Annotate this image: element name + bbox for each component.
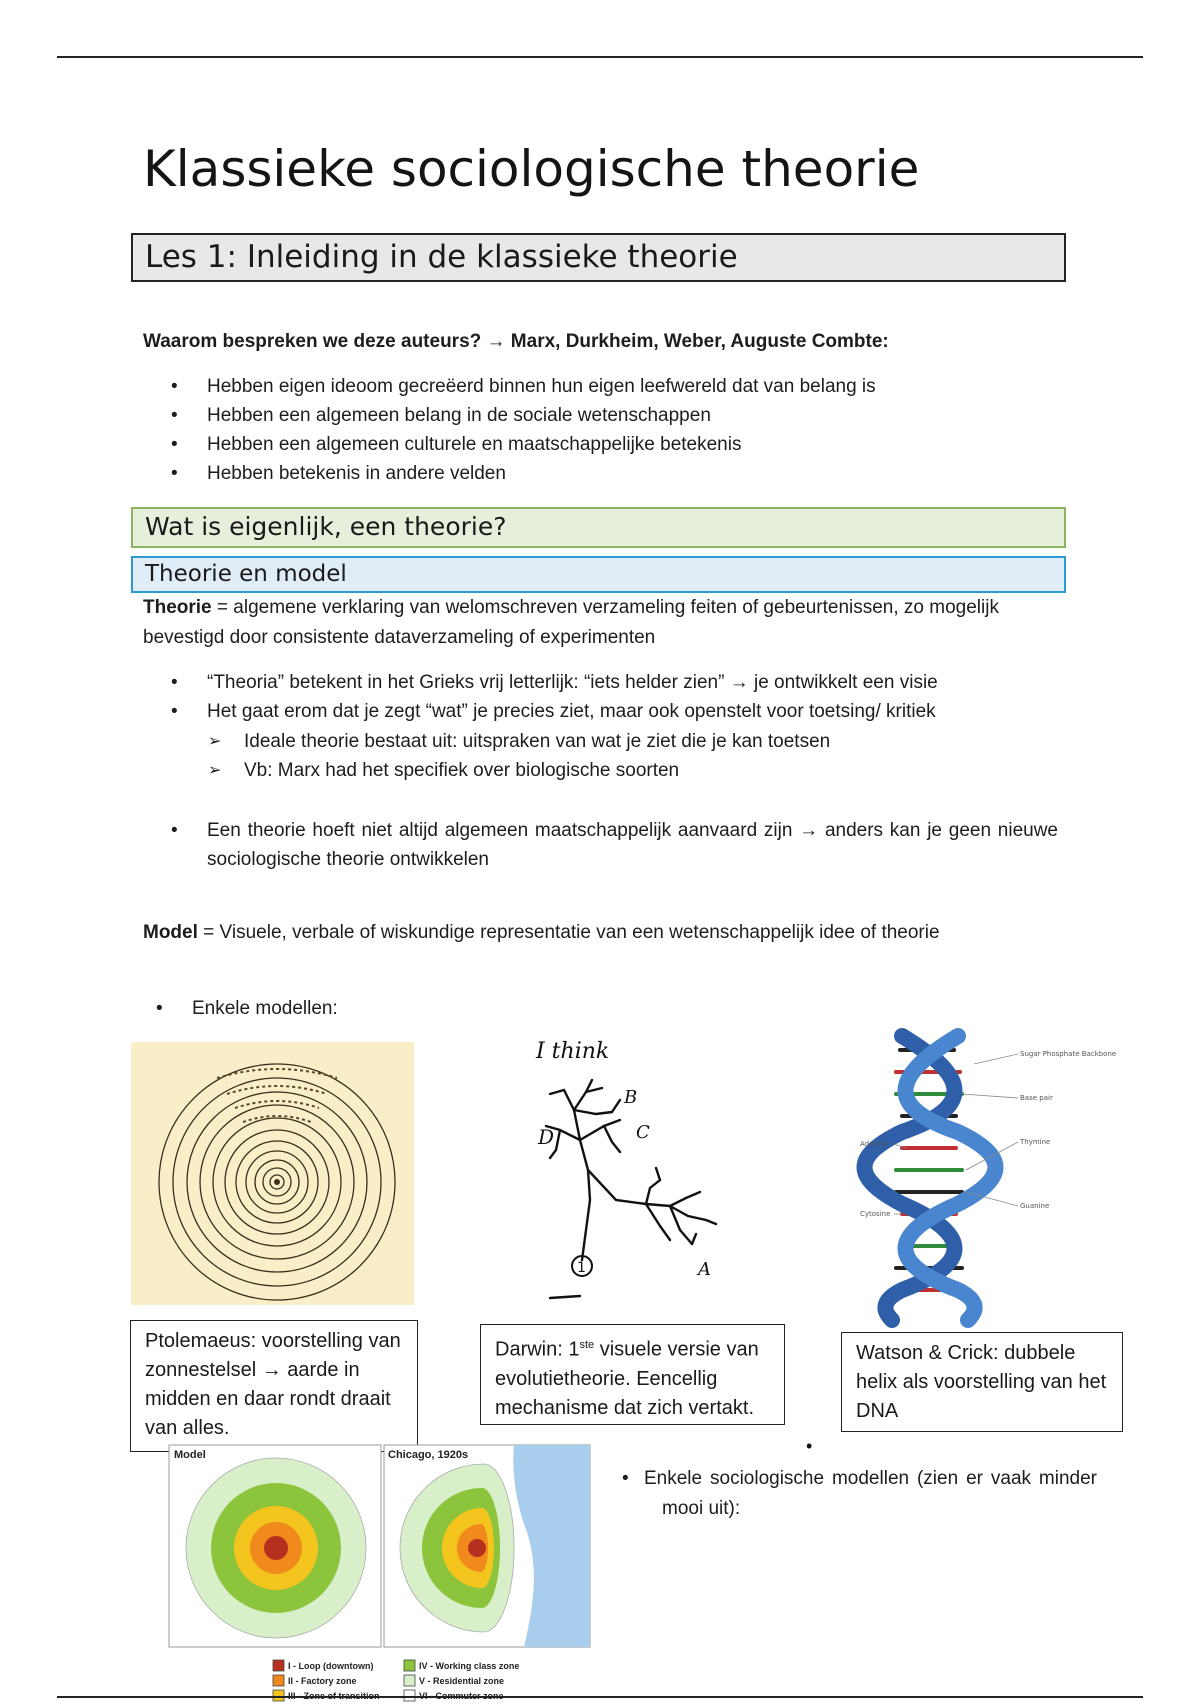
list-item: • Hebben een algemeen belang in de sociale wetenschappen	[143, 401, 1043, 430]
dna-label-adenine: Adenine	[860, 1140, 889, 1148]
dna-label-thymine: Thymine	[1020, 1138, 1051, 1146]
stray-bullet: •	[806, 1436, 813, 1456]
reasons-list	[143, 372, 1043, 488]
list-item: ➢ Vb: Marx had het specifiek over biologische soorten	[143, 756, 1073, 785]
list-item: ➢ Ideale theorie bestaat uit: uitspraken van wat je ziet die je kan toetsen	[143, 727, 1073, 756]
socio-models-intro-text: Enkele sociologische modellen (zien er vaak minder mooi uit):	[644, 1468, 1097, 1519]
caption-darwin-pre: Darwin: 1	[495, 1338, 580, 1361]
dna-label-cytosine: Cytosine	[860, 1210, 891, 1218]
circled-number: 1	[577, 1260, 586, 1276]
theory-definition-text: = algemene verklaring van welomschreven verzameling feiten of gebeurtenissen, zo mogelijk bevestigd door consistente dataverzameling of experimenten	[143, 597, 999, 648]
list-item: • Het gaat erom dat je zegt “wat” je precies ziet, maar ook openstelt voor toetsing/ kritiek	[143, 697, 1073, 726]
bullet-dot: •	[622, 1468, 629, 1489]
list-item: • Enkele modellen:	[128, 994, 528, 1023]
panel-chicago-label: Chicago, 1920s	[388, 1449, 469, 1461]
theory-subbullets	[143, 727, 1073, 785]
socio-models-intro	[622, 1464, 1097, 1524]
list-item: • Hebben eigen ideoom gecreëerd binnen hun eigen leefwereld dat van belang is	[143, 372, 1043, 401]
theory-term: Theorie	[143, 597, 212, 618]
page-title: Klassieke sociologische theorie	[143, 140, 920, 198]
letter-d: D	[538, 1125, 555, 1149]
models-intro	[128, 994, 528, 1023]
legend-label: VI - Commuter zone	[419, 1691, 504, 1701]
list-item: • Een theorie hoeft niet altijd algemeen maatschappelijk aanvaard zijn → anders kan je geen nieuwe sociologische theorie ontwikkelen	[143, 816, 1058, 874]
legend-label: II - Factory zone	[288, 1676, 357, 1686]
lesson-heading: Les 1: Inleiding in de klassieke theorie	[131, 233, 1066, 282]
model-definition-text: = Visuele, verbale of wiskundige representatie van een wetenschappelijk idee of theorie	[197, 922, 940, 943]
dna-helix-image	[860, 1028, 1117, 1328]
dna-label-base-pair: Base pair	[1020, 1094, 1053, 1102]
legend-label: III - Zone of transition	[288, 1691, 380, 1701]
dna-label-guanine: Guanine	[1020, 1202, 1050, 1210]
caption-watson: Watson & Crick: dubbele helix als voorstelling van het DNA	[841, 1332, 1123, 1432]
ptolemaic-model-image	[131, 1042, 414, 1305]
dna-label-backbone: Sugar Phosphate Backbone	[1020, 1050, 1117, 1058]
darwin-tree-image	[520, 1030, 765, 1305]
legend-label: V - Residential zone	[419, 1676, 505, 1686]
question-line: Waarom bespreken we deze auteurs? → Marx, Durkheim, Weber, Auguste Combte:	[143, 331, 889, 352]
caption-darwin-post: visuele versie van evolutietheorie. Eencellig mechanisme dat zich vertakt.	[495, 1338, 759, 1419]
model-definition	[143, 918, 940, 948]
model-term: Model	[143, 922, 198, 943]
bottom-rule	[57, 1696, 1143, 1698]
concentric-zone-image	[168, 1444, 593, 1700]
caption-ptolemaeus: Ptolemaeus: voorstelling van zonnestelsel → aarde in midden en daar rondt draait van alles.	[130, 1320, 418, 1452]
caption-darwin-sup: ste	[579, 1339, 595, 1351]
list-item: • “Theoria” betekent in het Grieks vrij letterlijk: “iets helder zien” → je ontwikkelt een visie	[143, 668, 1073, 697]
theory-bullet-3	[143, 816, 1058, 874]
letter-c: C	[636, 1122, 650, 1143]
subsection-heading: Theorie en model	[131, 556, 1066, 593]
theory-bullets	[143, 668, 1073, 726]
caption-darwin	[480, 1324, 785, 1425]
list-item: • Hebben betekenis in andere velden	[143, 459, 1043, 488]
letter-b: B	[624, 1087, 638, 1108]
panel-model-label: Model	[174, 1449, 206, 1461]
section-heading: Wat is eigenlijk, een theorie?	[131, 507, 1066, 548]
handwriting-label: I think	[536, 1039, 610, 1064]
zone-legend	[273, 1660, 519, 1701]
letter-a: A	[698, 1259, 711, 1280]
legend-label: IV - Working class zone	[419, 1661, 520, 1671]
legend-label: I - Loop (downtown)	[288, 1661, 374, 1671]
theory-definition	[143, 593, 1068, 653]
list-item: • Hebben een algemeen culturele en maatschappelijke betekenis	[143, 430, 1043, 459]
top-rule	[57, 56, 1143, 58]
